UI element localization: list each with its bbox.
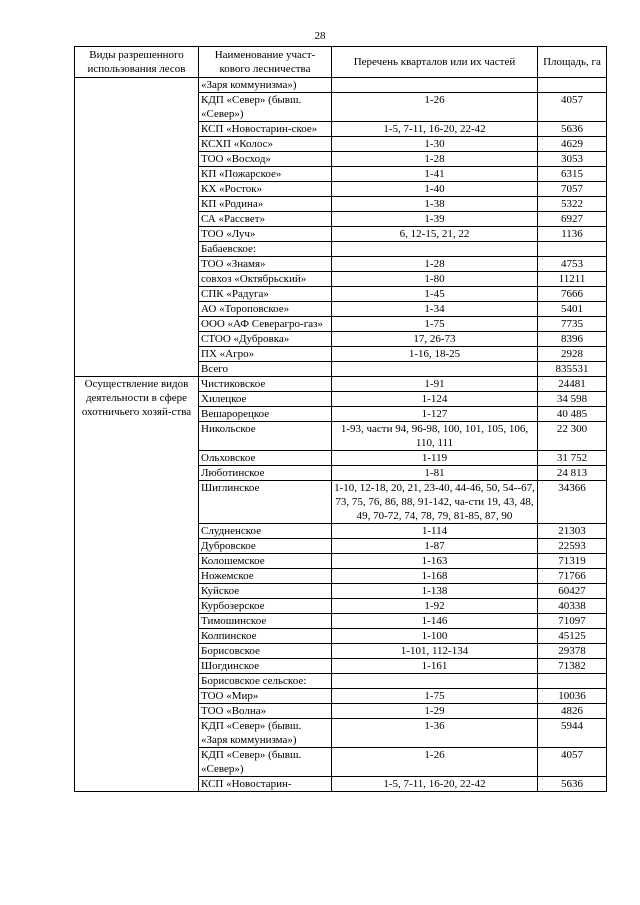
forestry-name-cell: ТОО «Восход» [199,152,332,167]
quarters-cell: 1-26 [332,748,538,777]
forestry-name-cell: Колпинское [199,629,332,644]
quarters-cell: 1-161 [332,659,538,674]
quarters-cell: 1-5, 7-11, 16-20, 22-42 [332,777,538,792]
area-cell: 7666 [538,287,607,302]
area-cell: 4057 [538,93,607,122]
forestry-name-cell: КДП «Север» (бывш. «Заря коммунизма») [199,719,332,748]
forestry-name-cell: КСП «Новостарин-ское» [199,122,332,137]
quarters-cell: 1-138 [332,584,538,599]
quarters-cell: 1-34 [332,302,538,317]
quarters-cell: 1-29 [332,704,538,719]
quarters-cell: 1-39 [332,212,538,227]
forestry-name-cell: ПХ «Агро» [199,347,332,362]
header-area: Площадь, га [538,47,607,78]
area-cell: 71382 [538,659,607,674]
area-cell: 4629 [538,137,607,152]
forestry-name-cell: Куйское [199,584,332,599]
area-cell: 11211 [538,272,607,287]
quarters-cell: 1-168 [332,569,538,584]
quarters-cell: 1-163 [332,554,538,569]
area-cell: 5636 [538,777,607,792]
quarters-cell: 1-114 [332,524,538,539]
forestry-name-cell: Чистиковское [199,377,332,392]
area-cell [538,242,607,257]
forestry-name-cell: Дубровское [199,539,332,554]
area-cell: 71766 [538,569,607,584]
quarters-cell: 1-16, 18-25 [332,347,538,362]
area-cell: 4057 [538,748,607,777]
forestry-name-cell: АО «Тороповское» [199,302,332,317]
area-cell: 5401 [538,302,607,317]
quarters-cell: 1-100 [332,629,538,644]
forestry-name-cell: Слудненское [199,524,332,539]
area-cell: 22593 [538,539,607,554]
forestry-name-cell: Борисовское [199,644,332,659]
table-row [75,377,607,392]
quarters-cell: 1-41 [332,167,538,182]
area-cell: 4753 [538,257,607,272]
quarters-cell: 1-10, 12-18, 20, 21, 23-40, 44-46, 50, 54--67, 73, 75, 76, 86, 88, 91-142, ча-сти 19, 43, 48, 49, 70-72, 74, 78, 79, 81-85, 87, 90 [332,481,538,524]
quarters-cell: 1-26 [332,93,538,122]
forestry-name-cell: КСХП «Колос» [199,137,332,152]
quarters-cell: 17, 26-73 [332,332,538,347]
quarters-cell: 1-124 [332,392,538,407]
quarters-cell: 1-101, 112-134 [332,644,538,659]
area-cell: 5636 [538,122,607,137]
forestry-name-cell: Курбозерское [199,599,332,614]
quarters-cell: 1-28 [332,152,538,167]
forestry-name-cell: КДП «Север» (бывш. «Север») [199,93,332,122]
area-cell: 71097 [538,614,607,629]
quarters-cell: 1-40 [332,182,538,197]
forestry-name-cell: КП «Пожарское» [199,167,332,182]
area-cell: 3053 [538,152,607,167]
quarters-cell: 1-92 [332,599,538,614]
forestry-name-cell: Тимошинское [199,614,332,629]
use-type-cell: Осуществление видов деятельности в сфере охотничьего хозяй-ства [75,377,199,792]
forestry-name-cell: совхоз «Октябрьский» [199,272,332,287]
quarters-cell: 1-127 [332,407,538,422]
area-cell: 24 813 [538,466,607,481]
area-cell: 835531 [538,362,607,377]
area-cell: 71319 [538,554,607,569]
area-cell: 1136 [538,227,607,242]
quarters-cell: 1-91 [332,377,538,392]
quarters-cell: 6, 12-15, 21, 22 [332,227,538,242]
quarters-cell [332,242,538,257]
area-cell: 4826 [538,704,607,719]
quarters-cell [332,674,538,689]
forestry-name-cell: ТОО «Луч» [199,227,332,242]
quarters-cell: 1-45 [332,287,538,302]
area-cell: 7735 [538,317,607,332]
table-header-row [75,47,607,78]
forest-use-table [74,46,607,792]
area-cell: 45125 [538,629,607,644]
quarters-cell: 1-87 [332,539,538,554]
forestry-name-cell: «Заря коммунизма») [199,78,332,93]
forestry-name-cell: Бабаевское: [199,242,332,257]
area-cell: 24481 [538,377,607,392]
area-cell: 10036 [538,689,607,704]
quarters-cell: 1-93, части 94, 96-98, 100, 101, 105, 106, 110, 111 [332,422,538,451]
quarters-cell: 1-80 [332,272,538,287]
quarters-cell: 1-38 [332,197,538,212]
quarters-cell: 1-146 [332,614,538,629]
quarters-cell: 1-5, 7-11, 16-20, 22-42 [332,122,538,137]
area-cell: 34366 [538,481,607,524]
area-cell: 29378 [538,644,607,659]
area-cell: 40 485 [538,407,607,422]
area-cell: 5944 [538,719,607,748]
area-cell [538,78,607,93]
forestry-name-cell: КДП «Север» (бывш. «Север») [199,748,332,777]
quarters-cell: 1-119 [332,451,538,466]
forestry-name-cell: ТОО «Мир» [199,689,332,704]
quarters-cell [332,78,538,93]
area-cell: 31 752 [538,451,607,466]
area-cell: 6927 [538,212,607,227]
area-cell [538,674,607,689]
forestry-name-cell: ТОО «Знамя» [199,257,332,272]
forestry-name-cell: ООО «АФ Северагро-газ» [199,317,332,332]
quarters-cell: 1-36 [332,719,538,748]
forestry-name-cell: Ножемское [199,569,332,584]
forestry-name-cell: Ольховское [199,451,332,466]
quarters-cell: 1-75 [332,689,538,704]
quarters-cell: 1-30 [332,137,538,152]
header-use-type: Виды разрешенного использования лесов [75,47,199,78]
forestry-name-cell: ТОО «Волна» [199,704,332,719]
area-cell: 8396 [538,332,607,347]
forestry-name-cell: Шиглинское [199,481,332,524]
forestry-name-cell: СТОО «Дубровка» [199,332,332,347]
forestry-name-cell: Люботинское [199,466,332,481]
forestry-name-cell: Шогдинское [199,659,332,674]
page-number: 28 [314,30,326,42]
forestry-name-cell: Вешарорецкое [199,407,332,422]
quarters-cell [332,362,538,377]
table-body [75,78,607,792]
header-forestry-name: Наименование участ-кового лесничества [199,47,332,78]
forestry-name-cell: Борисовское сельское: [199,674,332,689]
table-row [75,78,607,93]
quarters-cell: 1-75 [332,317,538,332]
forestry-name-cell: КП «Родина» [199,197,332,212]
forestry-name-cell: Всего [199,362,332,377]
forestry-name-cell: Колошемское [199,554,332,569]
use-type-cell [75,78,199,377]
forestry-name-cell: КХ «Росток» [199,182,332,197]
area-cell: 34 598 [538,392,607,407]
forestry-name-cell: СПК «Радуга» [199,287,332,302]
area-cell: 60427 [538,584,607,599]
area-cell: 2928 [538,347,607,362]
forestry-name-cell: Никольское [199,422,332,451]
forestry-name-cell: Хилецкое [199,392,332,407]
forestry-name-cell: КСП «Новостарин- [199,777,332,792]
forestry-name-cell: СА «Рассвет» [199,212,332,227]
area-cell: 6315 [538,167,607,182]
area-cell: 5322 [538,197,607,212]
quarters-cell: 1-81 [332,466,538,481]
quarters-cell: 1-28 [332,257,538,272]
area-cell: 7057 [538,182,607,197]
area-cell: 22 300 [538,422,607,451]
header-quarters: Перечень кварталов или их частей [332,47,538,78]
area-cell: 21303 [538,524,607,539]
area-cell: 40338 [538,599,607,614]
